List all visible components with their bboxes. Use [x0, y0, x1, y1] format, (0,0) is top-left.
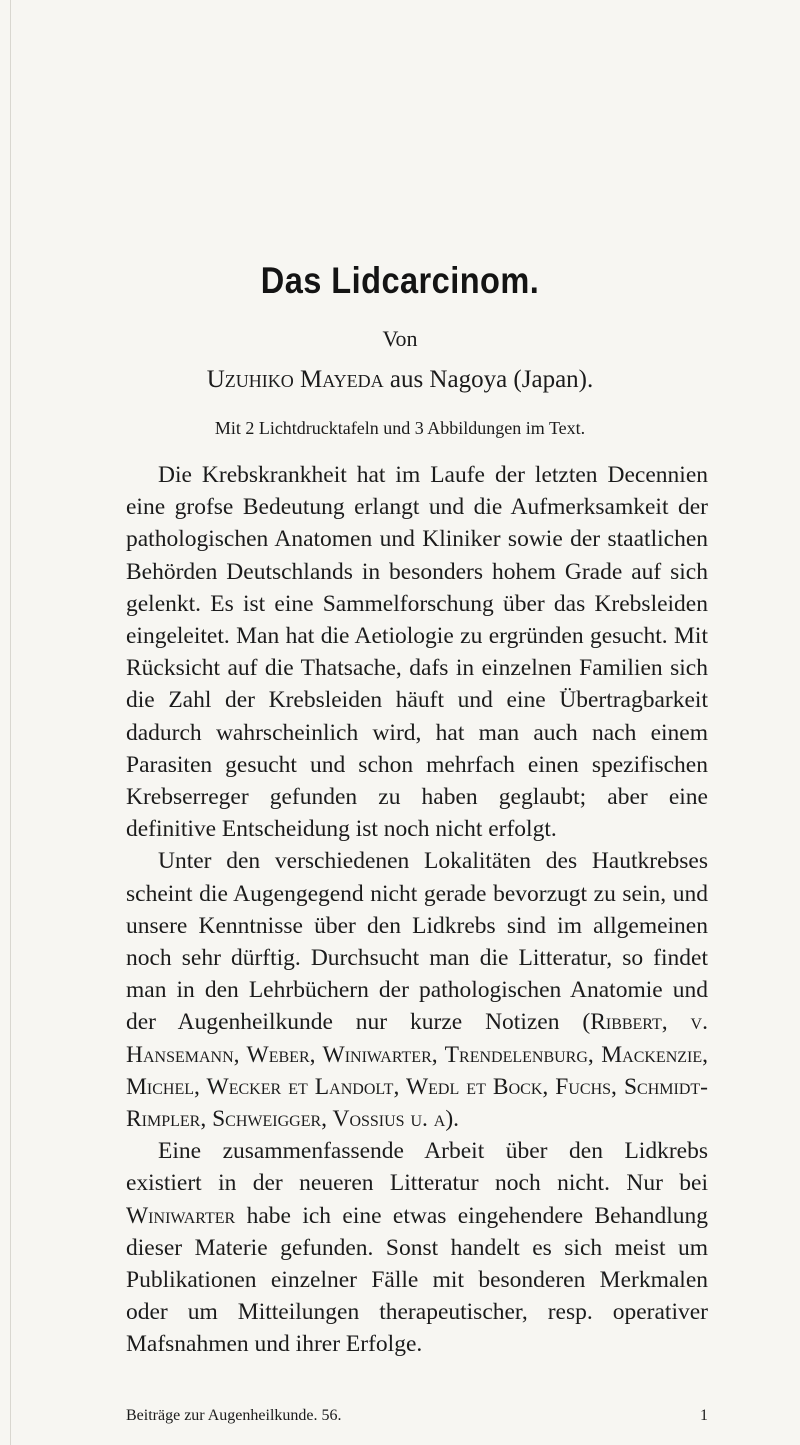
plates-note: Mit 2 Lichtdrucktafeln und 3 Abbildungen im Text.	[214, 418, 586, 438]
sheet-number: 1	[700, 1407, 708, 1424]
paragraph-2	[126, 845, 708, 1135]
cited-author-winiwarter: Winiwarter	[126, 1202, 236, 1229]
paragraph-2-text: Unter den verschiedenen Lokalitäten des Hautkrebses scheint die Augengegend nicht gerade bevorzugt zu sein, und unsere Kenntnisse über den Lidkrebs sind im allgemeinen noch sehr dürftig. Durchsucht man die Litteratur, so findet man in den Lehrbüchern der pathologischen Anatomie und der Augenheilkunde nur kurze Notizen (	[126, 848, 708, 1036]
author-line	[0, 366, 800, 394]
paragraph-3	[126, 1135, 708, 1360]
author-origin: aus Nagoya (Japan).	[383, 366, 594, 393]
author-name: Uzuhiko Mayeda	[206, 366, 384, 393]
article-body	[126, 459, 708, 1361]
article-title: Das Lidcarcinom.	[260, 260, 540, 301]
paragraph-1: Die Krebskrankheit hat im Laufe der letzten Decennien eine grofse Bedeutung erlangt und die Aufmerksamkeit der pathologischen Anatomen und Kliniker sowie der staatlichen Behörden Deutschlands in besonders hohem Grade auf sich gelenkt. Es ist eine Sammelforschung über das Krebsleiden eingeleitet. Man hat die Aetiologie zu ergründen gesucht. Mit Rücksicht auf die Thatsache, dafs in einzelnen Familien sich die Zahl der Krebsleiden häuft und eine Übertragbarkeit dadurch wahrscheinlich wird, hat man auch nach einem Parasiten gesucht und schon mehrfach einen spezifischen Krebserreger gefunden zu haben geglaubt; aber eine definitive Entscheidung ist noch nicht erfolgt.	[126, 462, 708, 843]
journal-reference: Beiträge zur Augenheilkunde. 56.	[126, 1407, 342, 1424]
paragraph-3-rest: habe ich eine etwas eingehendere Behandlung dieser Materie gefunden. Sonst handelt es sich meist um Publikationen einzelner Fälle mit besonderen Merkmalen oder um Mitteilungen therapeutischer, resp. operativer Mafsnahmen und ihrer Erfolge.	[126, 1202, 708, 1358]
page-footer	[126, 1407, 708, 1425]
paragraph-2-end: ).	[445, 1106, 460, 1133]
paragraph-3-start: Eine zusammenfassende Arbeit über den Lidkrebs existiert in der neueren Litteratur noch nicht. Nur bei	[126, 1138, 708, 1197]
cited-authors: Ribbert, v. Hansemann, Weber, Winiwarter, Trendelenburg, Mackenzie, Michel, Wecker et Landolt, Wedl et Bock, Fuchs, Schmidt-Rimpler, Schweigger, Vossius u. a	[126, 1009, 708, 1133]
byline-von: Von	[382, 326, 418, 351]
page-edge	[0, 0, 11, 1445]
